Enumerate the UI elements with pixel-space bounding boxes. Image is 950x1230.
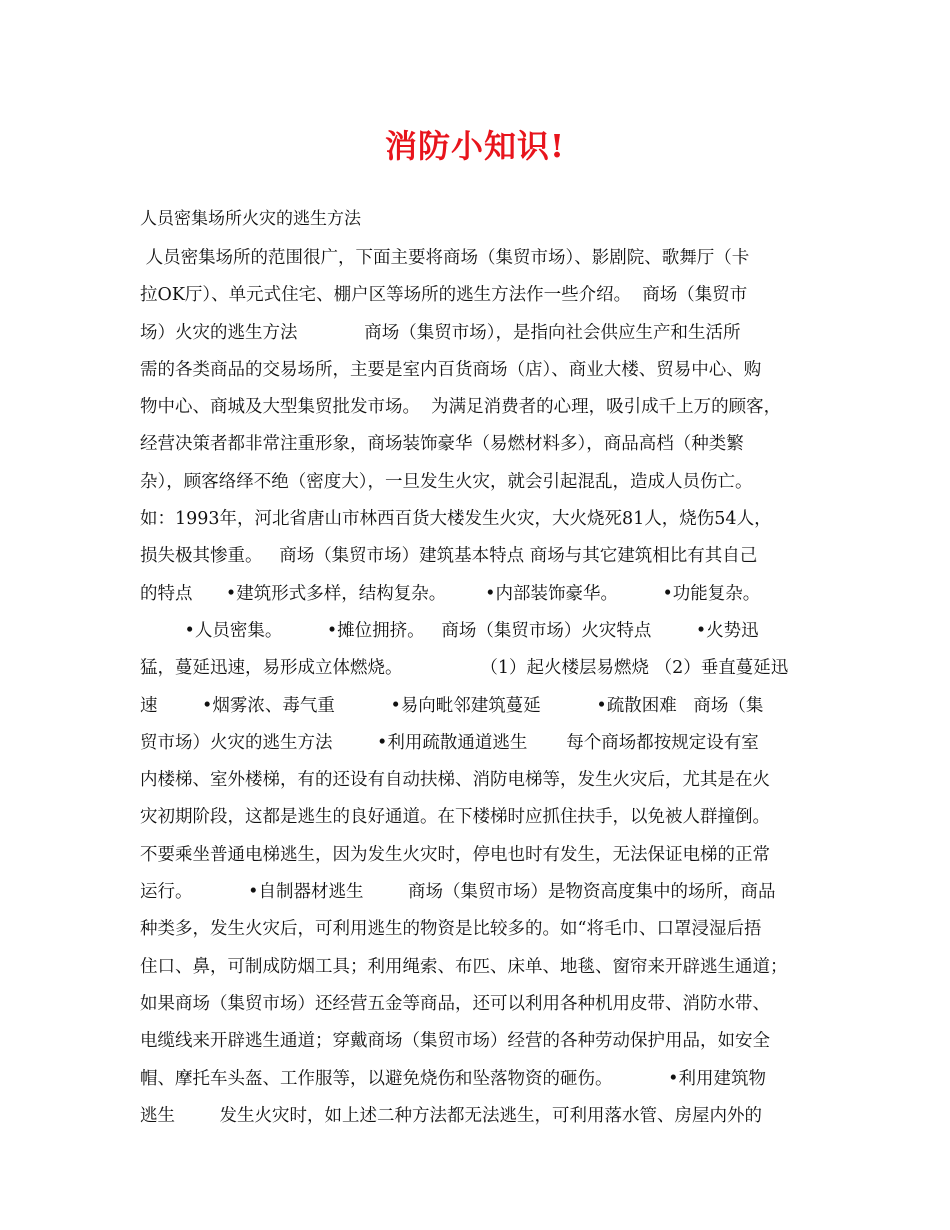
- body-line: 不要乘坐普通电梯逃生，因为发生火灾时，停电也时有发生，无法保证电梯的正常: [140, 844, 770, 865]
- body-line: 损失极其惨重。 商场（集贸市场）建筑基本特点 商场与其它建筑相比有其自己: [140, 546, 758, 567]
- section-heading: 人员密集场所火灾的逃生方法: [140, 209, 361, 229]
- body-line: 种类多，发生火灾后，可利用逃生的物资是比较多的。如“将毛巾、口罩浸湿后捂: [140, 919, 762, 940]
- body-line: 内楼梯、室外楼梯，有的还设有自动扶梯、消防电梯等，发生火灾后，尤其是在火: [140, 770, 770, 791]
- body-line: 帽、摩托车头盔、工作服等，以避免烧伤和坠落物资的砸伤。 •利用建筑物: [140, 1068, 766, 1089]
- body-line: 场）火灾的逃生方法 商场（集贸市场），是指向社会供应生产和生活所: [140, 322, 741, 343]
- body-text: [140, 240, 812, 1135]
- body-line: •人员密集。 •摊位拥挤。 商场（集贸市场）火灾特点 •火势迅: [140, 620, 759, 641]
- body-line: 经营决策者都非常注重形象，商场装饰豪华（易燃材料多），商品高档（种类繁: [140, 434, 744, 455]
- body-line: 如果商场（集贸市场）还经营五金等商品，还可以利用各种机用皮带、消防水带、: [140, 993, 770, 1014]
- body-line: 贸市场）火灾的逃生方法 •利用疏散通道逃生 每个商场都按规定设有室: [140, 732, 759, 753]
- body-line: 如：1993年，河北省唐山市林西百货大楼发生火灾，大火烧死81人，烧伤54人，: [140, 509, 772, 530]
- page-title: 消防小知识!: [384, 127, 566, 165]
- body-line: 物中心、商城及大型集贸批发市场。 为满足消费者的心理，吸引成千上万的顾客，: [140, 397, 782, 418]
- body-line: 灾初期阶段，这都是逃生的良好通道。在下楼梯时应抓住扶手，以免被人群撞倒。: [140, 807, 770, 828]
- body-line: 运行。 •自制器材逃生 商场（集贸市场）是物资高度集中的场所，商品: [140, 882, 776, 903]
- body-line: 需的各类商品的交易场所，主要是室内百货商场（店）、商业大楼、贸易中心、购: [140, 359, 762, 380]
- body-line: 住口、鼻，可制成防烟工具；利用绳索、布匹、床单、地毯、窗帘来开辟逃生通道；: [140, 956, 788, 977]
- body-line: 电缆线来开辟逃生通道；穿戴商场（集贸市场）经营的各种劳动保护用品，如安全: [140, 1031, 770, 1052]
- body-line: 杂），顾客络绎不绝（密度大），一旦发生火灾，就会引起混乱，造成人员伤亡。: [140, 471, 753, 492]
- body-line: 猛，蔓延迅速，易形成立体燃烧。 （1）起火楼层易燃烧 （2）垂直蔓延迅: [140, 658, 789, 679]
- body-line: 拉OK厅）、单元式住宅、棚户区等场所的逃生方法作一些介绍。 商场（集贸市: [140, 285, 748, 306]
- body-line: 速 •烟雾浓、毒气重 •易向毗邻建筑蔓延 •疏散困难 商场（集: [140, 695, 764, 716]
- body-line: 人员密集场所的范围很广，下面主要将商场（集贸市场）、影剧院、歌舞厅（卡: [140, 248, 750, 268]
- body-line: 逃生 发生火灾时，如上述二种方法都无法逃生，可利用落水管、房屋内外的: [140, 1105, 762, 1126]
- body-line: 的特点 •建筑形式多样，结构复杂。 •内部装饰豪华。 •功能复杂。: [140, 583, 761, 604]
